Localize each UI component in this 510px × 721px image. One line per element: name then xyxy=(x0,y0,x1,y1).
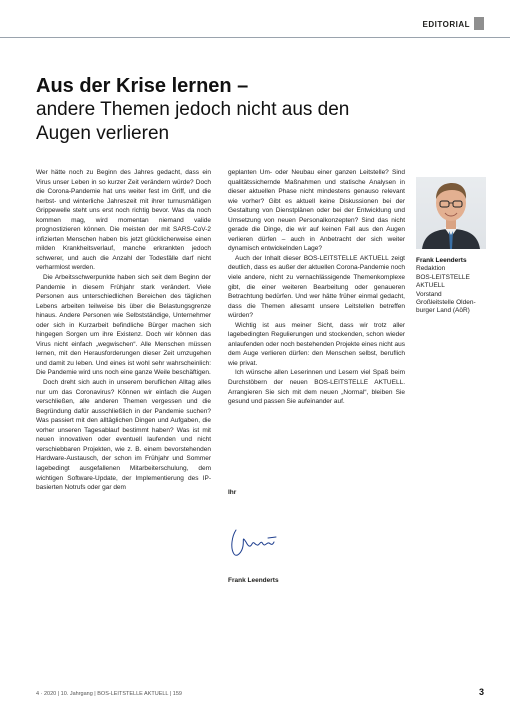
author-name: Frank Leenderts xyxy=(416,257,467,264)
page-number: 3 xyxy=(478,687,484,697)
author-info xyxy=(416,257,496,316)
paragraph: Wichtig ist aus meiner Sicht, dass wir trotz aller lagebedingten Regulierungen und stockenden, schon wieder anlaufenden oder noch bestehenden Projekte eines nicht aus dem Auge verlieren dürfen: den Menschen selbst, beruflich wie privat. xyxy=(228,321,405,367)
author-role: AKTUELL xyxy=(416,282,445,290)
author-role: Vorstand xyxy=(416,290,442,298)
paragraph: Doch dreht sich auch in unserem beruflichen Alltag alles nur um das Coronavirus? Können wir einfach die Augen verschließen, alle anderen Themen vergessen und die Begründung dafür ausschließlich in der Pandemie suchen? Was passiert mit den alltäglichen Dingen und Aufgaben, die vorher unseren Tagesablauf bestimmt haben? Was ist mit neuen innovativen oder eventuell laufenden und nicht verschiebbaren Projekten, wie z. B. einem bevorstehenden Hardware-Austausch, der schon im Frühjahr und Sommer lagebedingt ausgefallenen Mitarbeiterschulung, dem wichtigen Software-Update, der Implementierung des IP-basierten Notrufs oder gar dem xyxy=(36,379,211,492)
signature-name: Frank Leenderts xyxy=(228,577,279,584)
paragraph: Die Arbeitsschwerpunkte haben sich seit dem Beginn der Pandemie in diesem Frühjahr stark verändert. Viele Personen aus unterschiedlichen Bereichen des täglichen Lebens arbeiten teilweise bis über die Belastungsgrenze hinaus. Andere Personen wie Selbstständige, Unternehmer oder sich in Kurzarbeit befindliche Bürger machen sich hingegen Sorgen um ihre Existenz. Doch wir können das Virus nicht einfach „wegwischen“. Alle Menschen müssen lernen, mit den Herausforderungen dieser Zeit umzugehen und damit zu leben. Und eines ist wohl sehr wahrscheinlich: Die Pandemie wird uns noch eine ganze Weile beschäftigen. xyxy=(36,274,211,377)
sign-off: Ihr xyxy=(228,489,237,496)
headline-subtitle-line-2: Augen verlieren xyxy=(36,123,170,144)
paragraph: Ich wünsche allen Leserinnen und Lesern viel Spaß beim Durchstöbern der neuen BOS-LEITSTELLE AKTUELL. Arrangieren Sie sich mit dem neuen „Normal“, bleiben Sie gesund und passen Sie aufeinander auf. xyxy=(228,369,405,406)
body-column-1 xyxy=(36,168,211,493)
paragraph: Auch der Inhalt dieser BOS-LEITSTELLE AKTUELL zeigt deutlich, dass es außer der aktuellen Corona-Pandemie noch viele andere, nicht zu vernachlässigende Themenkomplexe gibt, die einer weiteren Bearbeitung oder genaueren Betrachtung bedürfen. Und wer hätte früher einmal gedacht, dass die Themen allesamt unsere Leitstellen betreffen würden? xyxy=(228,254,405,320)
header-rule xyxy=(0,37,510,38)
signature-image xyxy=(228,522,298,562)
section-marker xyxy=(474,17,484,30)
author-role: Großleitstelle Olden- xyxy=(416,299,476,307)
footer-issue-info: 4 · 2020 | 10. Jahrgang | BOS-LEITSTELLE AKTUELL | 159 xyxy=(36,691,182,697)
section-label: EDITORIAL xyxy=(422,20,470,29)
author-role: Redaktion xyxy=(416,265,446,273)
author-role: burger Land (AöR) xyxy=(416,307,470,315)
headline-title: Aus der Krise lernen – xyxy=(36,75,249,97)
paragraph: geplanten Um- oder Neubau einer ganzen Leitstelle? Sind qualitätssichernde Maßnahmen und statische Analysen in dieser aktuellen Phase nicht mindestens genauso relevant wie vorher? Gibt es aktuell keine Diskussionen bei der Gestaltung von Dienstplänen oder bei der Entwicklung und Umsetzung von neuen Personalkonzepten? Sind das nicht gerade die Dinge, die wir auf keinen Fall aus den Augen verlieren dürfen – auch in Anbetracht der sich weiter dynamisch entwickelnden Lage? xyxy=(228,169,405,253)
body-column-2 xyxy=(228,168,405,407)
author-role: BOS-LEITSTELLE xyxy=(416,273,470,281)
paragraph: Wer hätte noch zu Beginn des Jahres gedacht, dass ein Virus unser Leben in so kurzer Zeit verändern würde? Doch die Corona-Pandemie hat uns weiter fest im Griff, und die herbst- und winterliche Jahreszeit mit ihrer turnusmäßigen Grippewelle steht uns erst noch richtig bevor. Was da noch kommen mag, wird momentan niemand valide prognostizieren können. Die meisten der mit SARS-CoV-2 infizierten Menschen haben bis jetzt glücklicherweise einen milden Krankheitsverlauf, manche erkrankten jedoch schwerer, und auch die Anzahl der Todesfälle darf nicht verharmlost werden. xyxy=(36,169,211,272)
headline-subtitle-line-1: andere Themen jedoch nicht aus den xyxy=(36,99,350,120)
headline xyxy=(36,74,456,146)
author-photo xyxy=(416,177,486,249)
